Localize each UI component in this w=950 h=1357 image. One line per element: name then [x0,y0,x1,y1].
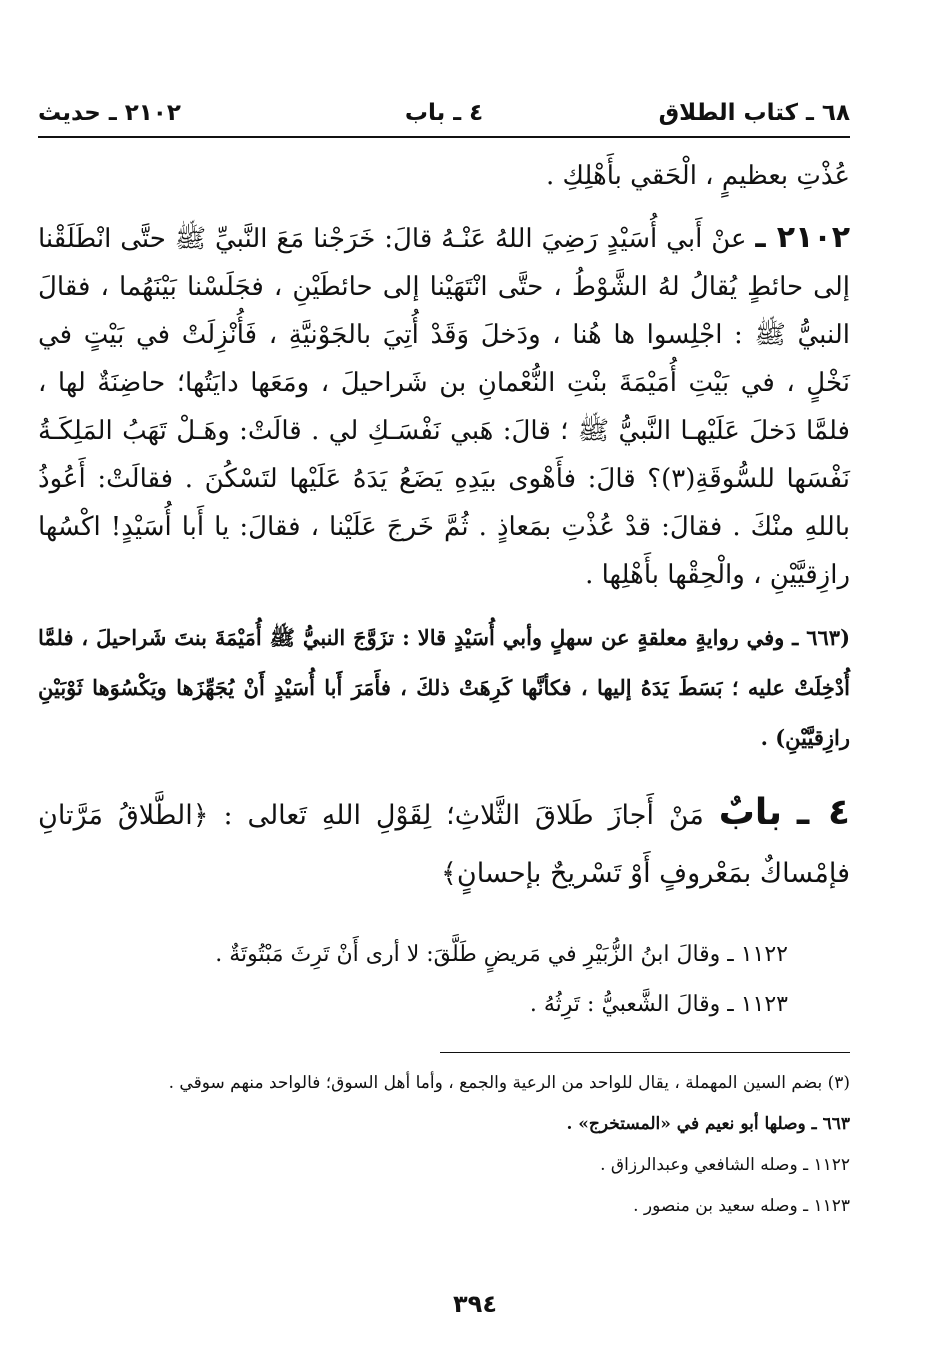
running-header [38,96,850,136]
athar-1122: ١١٢٢ ـ وقالَ ابنُ الزُّبَيْرِ في مَريضٍ طَلَّقَ: لا أرى أَنْ تَرِثَ مَبْتُوتَةٌ . [215,942,788,967]
chapter-heading [38,784,850,903]
chapter-title: مَنْ أَجازَ طَلاقَ الثَّلاثِ؛ لِقَوْلِ اللهِ تَعالى : ﴿الطَّلاقُ مَرَّتانِ فإمْساكٌ بمَعْروفٍ أَوْ تَسْريحٌ بإحسانٍ﴾ [38,800,850,889]
hadith-text: عنْ أَبي أُسَيْدٍ رَضِيَ اللهُ عَنْـهُ قالَ: خَرَجْنا مَعَ النَّبيِّ ﷺ حتَّى انْطَلَقْنا إلى حائطٍ يُقالُ لهُ الشَّوْطُ ، حتَّى انْتَهَيْنا إلى حائطَيْنِ ، فجَلَسْنا بَيْنَهُما ، فقالَ النبيُّ ﷺ : اجْلِسوا ها هُنا ، ودَخلَ وَقَدْ أُتِيَ بالجَوْنيَّةِ ، فَأُنْزِلَتْ في بَيْتٍ في نَخْلٍ ، في بَيْتِ أُمَيْمَةَ بنْتِ النُّعْمانِ بن شَراحيلَ ، ومَعَها دايَتُها؛ حاضِنَةٌ لها ، فلمَّا دَخلَ عَلَيْهـا النَّبيُّ ﷺ ؛ قالَ: هَبي نَفْسَـكِ لي . قالَتْ: وهَـلْ تَهَبُ المَلِكَـةُ نَفْسَها للسُّوقَةِ(٣)؟ قالَ: فأَهْوى بيَدِهِ يَضَعُ يَدَهُ عَلَيْها لتَسْكُنَ . فقالَتْ: أَعُوذُ باللهِ منْكَ . فقالَ: قدْ عُذْتِ بمَعاذٍ . ثُمَّ خَرجَ عَلَيْنا ، فقالَ: يا أَبا أُسَيْدٍ! اكْسُها رازِقيَّيْنِ ، والْحِقْها بأَهْلِها . [38,224,851,590]
footnote-rule [440,1052,850,1053]
footnote-1123: ١١٢٣ ـ وصله سعيد بن منصور . [633,1196,850,1216]
footnote-1122: ١١٢٢ ـ وصله الشافعي وعبدالرزاق . [600,1155,850,1175]
bab-word: بابٌ [718,792,782,833]
athar-1123: ١١٢٣ ـ وقالَ الشَّعبيُّ : تَرِثُهُ . [529,992,788,1017]
continuation-text: عُذْتِ بعظيمٍ ، الْحَقي بأَهْلِكِ . [545,161,850,191]
hadith-number: ٢١٠٢ ـ [755,220,851,255]
header-book-title: ٦٨ ـ كتاب الطلاق [658,100,850,126]
hadith-2102 [38,214,850,599]
header-rule [38,136,850,138]
chapter-number: ٤ ـ [796,792,850,833]
footnote-3: (٣) بضم السين المهملة ، يقال للواحد من الرعية والجمع ، وأما أهل السوق؛ فالواحد منهم سوقي . [168,1073,850,1093]
variant-narration-663: (٦٦٣ ـ وفي روايةٍ معلقةٍ عن سهلٍ وأبي أُسَيْدٍ قالا : تزَوَّجَ النبيُّ ﷺ أُمَيْمَةَ بنتَ شَراحيلَ ، فلمَّا أُدْخِلَتْ عليه ؛ بَسَطَ يَدَهُ إليها ، فكأنَّها كَرِهَتْ ذلكَ ، فأَمَرَ أَبا أُسَيْدٍ أَنْ يُجَهِّزَها ويَكْسُوَها ثَوْبَيْنِ رازِقيَّيْنِ) . [38,625,850,750]
header-chapter: ٤ ـ باب [404,100,484,126]
header-hadith-number: ٢١٠٢ ـ حديث [38,100,181,126]
page-number: ٣٩٤ [453,1290,497,1318]
page [38,96,850,1227]
footnote-663: ٦٦٣ ـ وصلها أبو نعيم في «المستخرج» . [566,1114,850,1134]
